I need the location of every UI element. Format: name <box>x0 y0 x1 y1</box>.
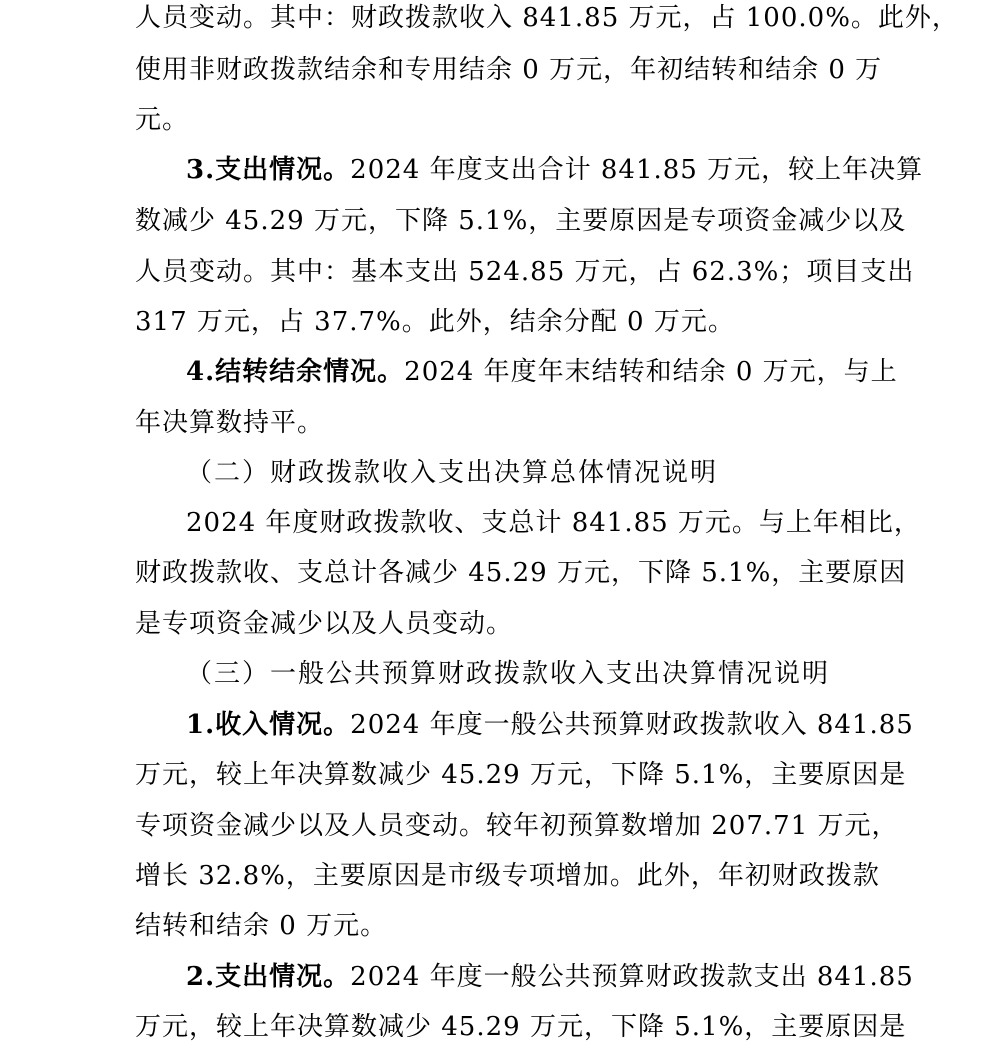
text-line: 专项资金减少以及人员变动。较年初预算数增加 207.71 万元， <box>135 811 899 841</box>
text-line: 使用非财政拨款结余和专用结余 0 万元，年初结转和结余 0 万 <box>135 55 883 85</box>
paragraph-first-line <box>186 709 914 741</box>
text-line: 数减少 45.29 万元，下降 5.1%，主要原因是专项资金减少以及 <box>135 206 907 236</box>
subheading-carryover: 4.结转结余情况。 <box>186 357 405 387</box>
subheading-expenditure: 3.支出情况。 <box>186 155 351 185</box>
text-line: 年决算数持平。 <box>135 408 325 438</box>
subheading-expenditure-general: 2.支出情况。 <box>186 962 351 992</box>
text-line: 2024 年度财政拨款收、支总计 841.85 万元。与上年相比， <box>186 508 921 538</box>
subheading-income: 1.收入情况。 <box>186 710 351 740</box>
paragraph-first-line <box>186 356 898 388</box>
text-line: 人员变动。其中：财政拨款收入 841.85 万元，占 100.0%。此外， <box>135 3 959 33</box>
text-line: 元。 <box>135 105 190 135</box>
text-line: 增长 32.8%，主要原因是市级专项增加。此外，年初财政拨款 <box>135 861 880 891</box>
text-span: 2024 年度一般公共预算财政拨款支出 841.85 <box>350 962 914 992</box>
text-span: 2024 年度支出合计 841.85 万元，较上年决算 <box>350 155 924 185</box>
text-line: 317 万元，占 37.7%。此外，结余分配 0 万元。 <box>135 307 735 337</box>
paragraph-first-line <box>186 961 914 993</box>
text-span: 2024 年度一般公共预算财政拨款收入 841.85 <box>350 710 914 740</box>
text-line: 财政拨款收、支总计各减少 45.29 万元，下降 5.1%，主要原因 <box>135 558 907 588</box>
text-line: 万元，较上年决算数减少 45.29 万元，下降 5.1%，主要原因是 <box>135 760 907 790</box>
text-span: 2024 年度年末结转和结余 0 万元，与上 <box>404 357 898 387</box>
text-line: 结转和结余 0 万元。 <box>135 911 388 941</box>
section-title: （三）一般公共预算财政拨款收入支出决算情况说明 <box>186 659 831 689</box>
paragraph-first-line <box>186 154 923 186</box>
text-line: 是专项资金减少以及人员变动。 <box>135 609 514 639</box>
text-line: 人员变动。其中：基本支出 524.85 万元，占 62.3%；项目支出 <box>135 257 915 287</box>
section-title: （二）财政拨款收入支出决算总体情况说明 <box>186 458 719 488</box>
text-line: 万元，较上年决算数减少 45.29 万元，下降 5.1%，主要原因是 <box>135 1012 907 1042</box>
